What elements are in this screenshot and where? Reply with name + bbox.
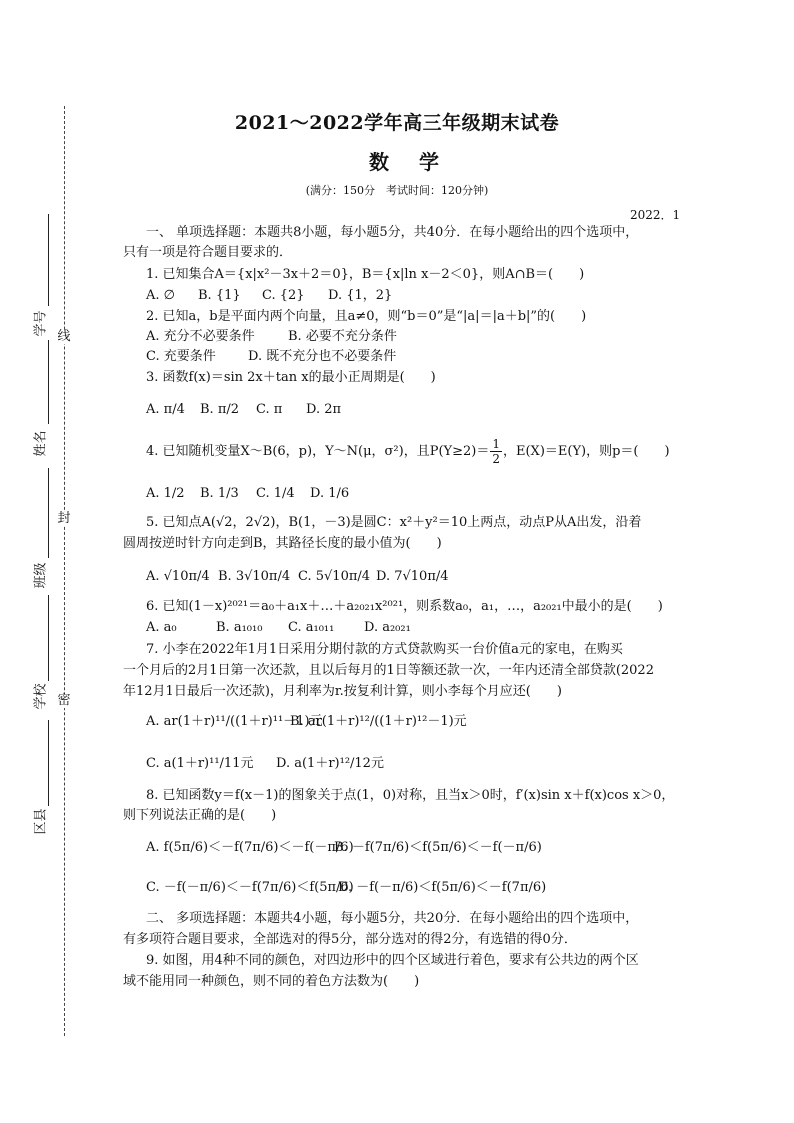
q5-option-a[interactable]: A. √10π/4 [146,569,210,584]
q2-option-d[interactable]: D. 既不充分也不必要条件 [248,349,397,364]
section2-heading-cont: 有多项符合题目要求，全部选对的得5分，部分选对的得2分，有选错的得0分． [123,932,577,947]
q7-option-d[interactable]: D. a(1＋r)¹²/12元 [276,756,384,771]
fraction-denominator: 2 [492,452,500,466]
q6-option-b[interactable]: B. a₁₀₁₀ [216,620,263,635]
q2-option-a[interactable]: A. 充分不必要条件 [146,329,255,344]
q7-stem-cont2: 年12月1日最后一次还款)，月利率为r.按复利计算，则小李每个月应还( ) [123,684,562,699]
q8-stem: 8. 已知函数y＝f(x－1)的图象关于点(1，0)对称，且当x＞0时，f′(x)sin x＋f(x)cos x＞0， [146,788,675,803]
q7-option-a[interactable]: A. ar(1＋r)¹¹/((1＋r)¹¹－1)元 [146,714,323,729]
q1-option-b[interactable]: B. {1} [198,288,241,303]
fraction-numerator: 1 [492,437,500,451]
q8-option-a[interactable]: A. f(5π/6)＜－f(7π/6)＜－f(－π/6) [146,840,354,855]
q8-option-d[interactable]: D. －f(－π/6)＜f(5π/6)＜－f(7π/6) [338,880,547,895]
q1-option-d[interactable]: D. {1，2} [328,288,393,303]
seal-char-secret: 密 [57,693,71,708]
q5-option-d[interactable]: D. 7√10π/4 [376,569,449,584]
q5-stem: 5. 已知点A(√2，2√2)，B(1，－3)是圆C：x²＋y²＝10上两点，动点P从A出发，沿着 [146,515,642,530]
field-fill-line [48,340,49,424]
field-fill-line [48,595,49,681]
q4-stem-fraction [490,437,502,466]
field-label: 姓名 [33,430,49,457]
q6-stem: 6. 已知(1－x)²⁰²¹＝a₀＋a₁x＋…＋a₂₀₂₁x²⁰²¹，则系数a₀，a₁，…，a₂₀₂₁中最小的是( ) [146,599,663,614]
q7-stem: 7. 小李在2022年1月1日采用分期付款的方式贷款购买一台价值a元的家电，在购买 [146,642,623,657]
q1-option-c[interactable]: C. {2} [262,288,305,303]
q8-stem-cont: 则下列说法正确的是( ) [123,808,277,823]
q5-option-c[interactable]: C. 5√10π/4 [298,569,371,584]
q6-option-d[interactable]: D. a₂₀₂₁ [364,620,411,635]
q9-stem: 9. 如图，用4种不同的颜色，对四边形中的四个区域进行着色，要求有公共边的两个区 [146,953,639,968]
q4-stem [146,437,670,466]
q9-stem-cont: 域不能用同一种颜色，则不同的着色方法数为( ) [123,974,420,989]
subject-title: 数学 [369,150,469,174]
exam-title: 2021～2022学年高三年级期末试卷 [234,112,560,134]
q4-option-c[interactable]: C. 1/4 [256,486,295,501]
q5-option-b[interactable]: B. 3√10π/4 [218,569,291,584]
q4-stem-part2: ，E(X)＝E(Y)，则p＝( ) [503,444,670,459]
q3-stem: 3. 函数f(x)＝sin 2x＋tan x的最小正周期是( ) [146,370,436,385]
field-fill-line [48,468,49,558]
q1-stem: 1. 已知集合A＝{x|x²－3x＋2＝0}，B＝{x|ln x－2＜0}，则A∩B＝( ) [146,267,585,282]
section1-heading: 一、 单项选择题：本题共8小题，每小题5分，共40分．在每小题给出的四个选项中， [146,225,639,240]
q2-option-b[interactable]: B. 必要不充分条件 [288,329,397,344]
q7-stem-cont1: 一个月后的2月1日第一次还款，且以后每月的1日等额还款一次，一年内还清全部贷款(2022 [123,663,654,678]
q4-stem-part1: 4. 已知随机变量X～B(6，p)，Y～N(μ，σ²)，且P(Y≥2)＝ [146,444,490,459]
q3-option-c[interactable]: C. π [256,402,283,417]
q2-option-c[interactable]: C. 充要条件 [146,349,216,364]
field-fill-line [48,720,49,806]
q3-option-d[interactable]: D. 2π [306,402,342,417]
q2-stem: 2. 已知a，b是平面内两个向量，且a≠0，则“b＝0”是“|a|＝|a＋b|”的( ) [146,309,587,324]
exam-date: 2022．1 [630,208,681,222]
q8-option-b[interactable]: B. －f(7π/6)＜f(5π/6)＜－f(－π/6) [334,840,542,855]
q7-option-c[interactable]: C. a(1＋r)¹¹/11元 [146,756,254,771]
q4-option-d[interactable]: D. 1/6 [310,486,350,501]
q7-option-b[interactable]: B. ar(1＋r)¹²/((1＋r)¹²－1)元 [290,714,467,729]
q4-option-b[interactable]: B. 1/3 [200,486,239,501]
q1-option-a[interactable]: A. ∅ [146,288,175,303]
field-fill-line [48,214,49,306]
q8-option-c[interactable]: C. －f(－π/6)＜－f(7π/6)＜f(5π/6) [146,880,354,895]
section2-heading: 二、 多项选择题：本题共4小题，每小题5分，共20分．在每小题给出的四个选项中， [146,911,639,926]
q3-option-b[interactable]: B. π/2 [200,402,240,417]
q6-option-c[interactable]: C. a₁₀₁₁ [288,620,335,635]
seal-char-seal: 封 [57,511,71,526]
q6-option-a[interactable]: A. a₀ [146,620,177,635]
field-label: 学号 [33,310,49,337]
seal-char-line: 线 [57,329,71,344]
field-label: 学校 [33,683,49,710]
q4-option-a[interactable]: A. 1/2 [146,486,185,501]
section1-heading-cont: 只有一项是符合题目要求的． [123,245,293,260]
binding-dashed-line [64,106,65,1036]
exam-info: (满分：150分 考试时间：120分钟) [305,184,489,197]
q3-option-a[interactable]: A. π/4 [146,402,185,417]
field-label: 班级 [33,562,49,589]
q5-stem-cont: 圆周按逆时针方向走到B，其路径长度的最小值为( ) [123,536,442,551]
field-label: 区县 [33,808,49,835]
